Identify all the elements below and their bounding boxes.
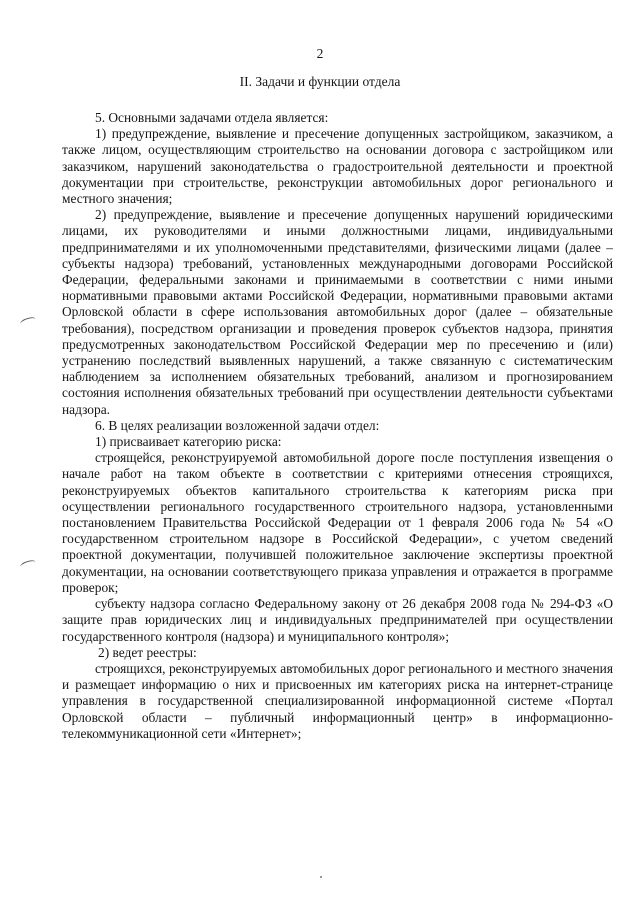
- scan-mark: [19, 316, 36, 328]
- paragraph: 6. В целях реализации возложенной задачи отдел:: [95, 417, 380, 433]
- paragraph: 5. Основными задачами отдела является:: [95, 110, 329, 125]
- paragraph: 1) присваивает категорию риска:: [95, 434, 282, 450]
- paragraph: 1) предупреждение, выявление и пресечение допущенных застройщиком, заказчиком, а также лицом, осуществляющим строительство на основании договора с застройщиком или заказчиком, нарушений законодательства о градостроительной деятельности и проектной документации при строительстве, реконструкции автомобильных дорог регионального и местного значения;: [62, 126, 613, 207]
- paragraph: 2) предупреждение, выявление и пресечение допущенных нарушений юридическими лицами, их руководителями и иными должностными лицами, индивидуальными предпринимателями и их уполномоченными представителями, физическими лицами (далее – субъекты надзора) требований, установленных международными договорами Российской Федерации, федеральными законами и принимаемыми в соответствии с ними иными нормативными правовыми актами Российской Федерации, нормативными правовыми актами Орловской области в сфере использования автомобильных дорог (далее – обязательные требования), посредством организации и проведения проверок субъектов надзора, принятия предусмотренных законодательством Российской Федерации мер по пресечению и (или) устранению последствий выявленных нарушений, а также связанную с систематическим наблюдением за исполнением обязательных требований, анализом и прогнозированием состояния исполнения обязательных требований при осуществлении деятельности субъектами надзора.: [62, 207, 613, 417]
- page-number: 2: [316, 46, 324, 61]
- paragraph: 2) ведет реестры:: [98, 644, 197, 660]
- paragraph: строящихся, реконструируемых автомобильных дорог регионального и местного значения и размещает информацию о них и присвоенных им категориях риска на интернет-странице управления в государственной специализированной информационной системе «Портал Орловской области – публичный информационный центр» в информационно-телекоммуникационной сети «Интернет»;: [62, 660, 613, 741]
- scan-dot: [320, 876, 322, 878]
- section-title: II. Задачи и функции отдела: [239, 74, 401, 89]
- document-body: [62, 110, 613, 742]
- paragraph: субъекту надзора согласно Федеральному закону от 26 декабря 2008 года № 294-ФЗ «О защите прав юридических лиц и индивидуальных предпринимателей при осуществлении государственного контроля (надзора) и муниципального контроля»;: [62, 596, 613, 644]
- paragraph: строящейся, реконструируемой автомобильной дороге после поступления извещения о начале работ на таком объекте в соответствии с критериями отнесения строящихся, реконструируемых объектов капитального строительства к категориям риска при осуществлении регионального государственного строительного надзора, установленными постановлением Правительства Российской Федерации от 1 февраля 2006 года № 54 «О государственном строительном надзоре в Российской Федерации», с учетом сведений проектной документации, получившей положительное заключение экспертизы проектной документации, на основании соответствующего приказа управления и отражается в программе проверок;: [62, 450, 613, 595]
- scan-mark: [19, 559, 36, 571]
